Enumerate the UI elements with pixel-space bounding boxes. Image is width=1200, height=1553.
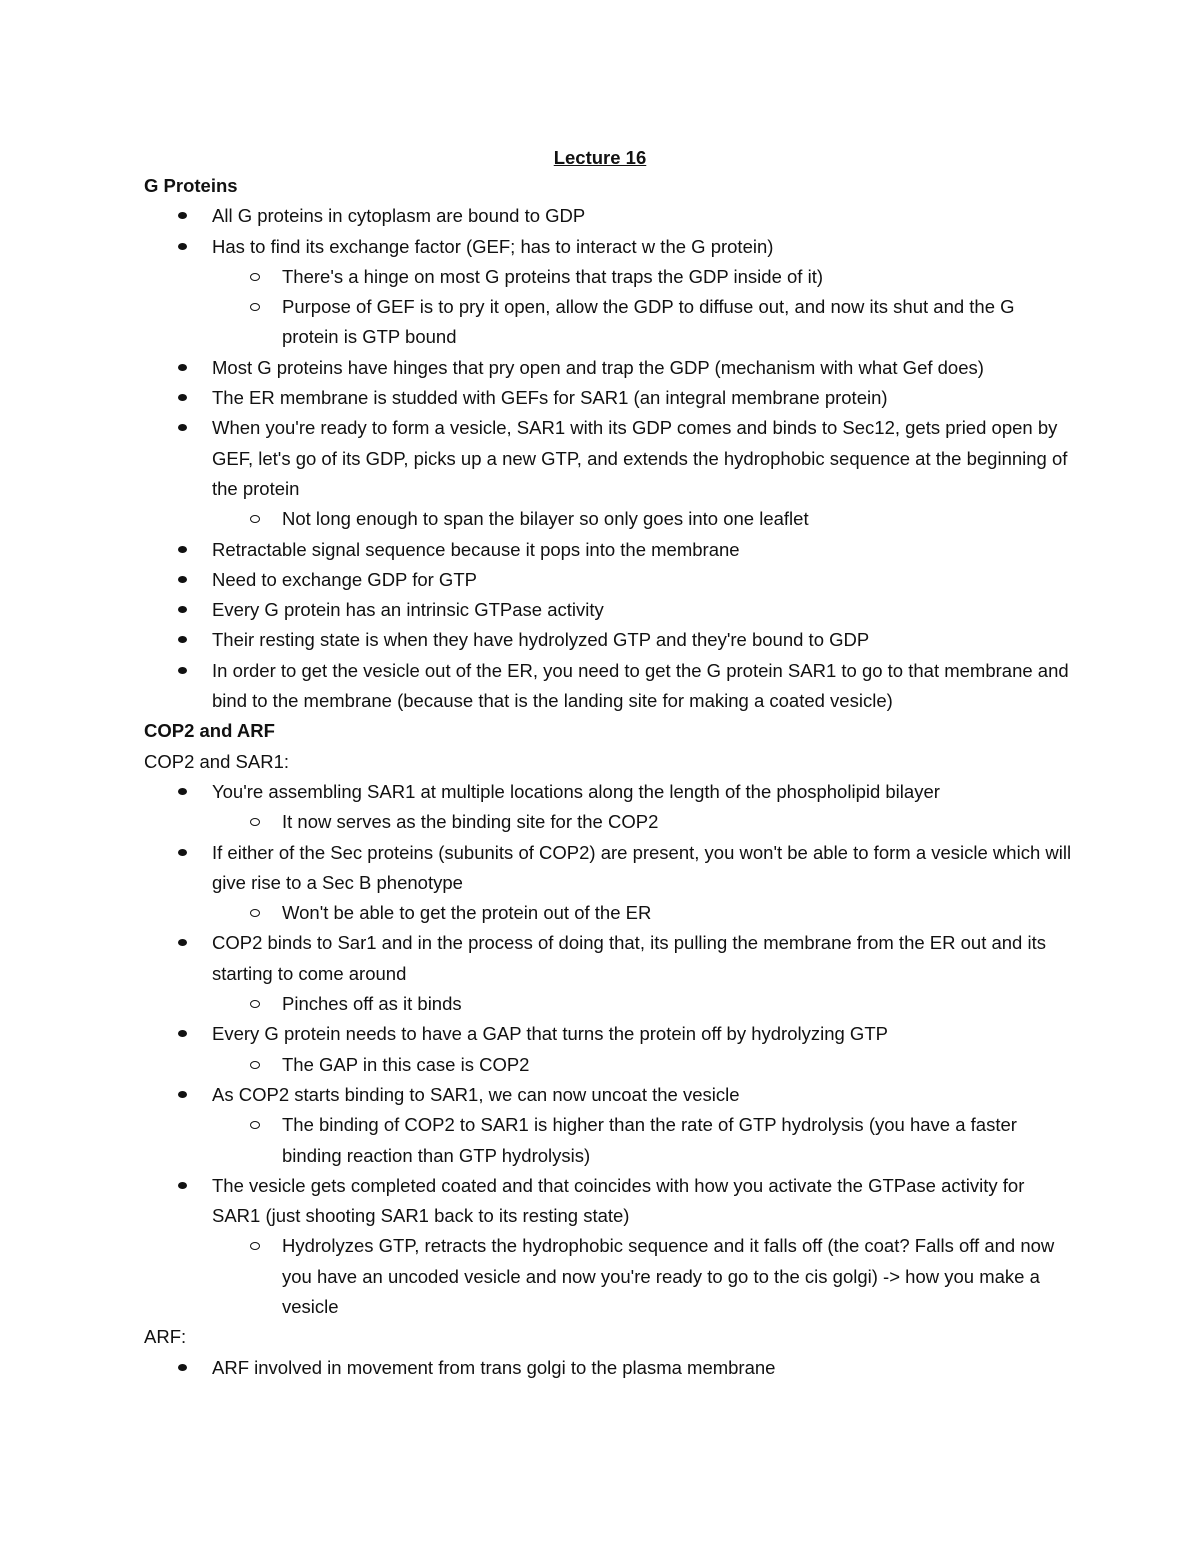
hollow-bullet-icon [250,303,260,311]
sub-bullet-item [144,807,1074,837]
bullet-text: In order to get the vesicle out of the ER, you need to get the G protein SAR1 to go to that membrane and bind to the membrane (because that is the landing site for making a coated vesicle) [212,659,1069,712]
bullet-text: Retractable signal sequence because it pops into the membrane [212,538,740,560]
filled-bullet-icon [178,849,187,856]
bullet-text: Purpose of GEF is to pry it open, allow the GDP to diffuse out, and now its shut and the G protein is GTP bound [282,296,1015,348]
hollow-bullet-icon [250,1000,260,1008]
bullet-text: You're assembling SAR1 at multiple locations along the length of the phospholipid bilayer [212,780,940,802]
bullet-item [144,535,1074,565]
sub-bullet-item [144,1231,1074,1322]
bullet-item [144,928,1074,989]
section-heading: COP2 and ARF [144,720,275,742]
bullet-item [144,656,1074,717]
filled-bullet-icon [178,546,187,553]
bullet-text: It now serves as the binding site for the COP2 [282,811,659,833]
bullet-item [144,413,1074,504]
bullet-text: Every G protein has an intrinsic GTPase activity [212,599,604,621]
section-heading: ARF: [144,1326,187,1348]
bullet-text: Pinches off as it binds [282,993,462,1015]
filled-bullet-icon [178,424,187,431]
bullet-item [144,383,1074,413]
section-heading: G Proteins [144,175,238,196]
bullet-text: The binding of COP2 to SAR1 is higher than the rate of GTP hydrolysis (you have a faster binding reaction than GTP hydrolysis) [282,1114,1017,1166]
bullet-text: The vesicle gets completed coated and that coincides with how you activate the GTPase activity for SAR1 (just shooting SAR1 back to its resting state) [212,1174,1025,1227]
bullet-item [144,1353,1074,1383]
bullet-text: All G proteins in cytoplasm are bound to GDP [212,205,586,227]
bullet-text: COP2 binds to Sar1 and in the process of doing that, its pulling the membrane from the ER out and its starting to come around [212,932,1046,984]
bullet-text: The GAP in this case is COP2 [282,1053,530,1075]
bullet-text: Has to find its exchange factor (GEF; has to interact w the G protein) [212,235,774,257]
hollow-bullet-icon [250,818,260,826]
filled-bullet-icon [178,243,187,250]
bullet-item [144,1019,1074,1049]
hollow-bullet-icon [250,273,260,281]
bullet-item [144,201,1074,231]
bullet-text: When you're ready to form a vesicle, SAR1 with its GDP comes and binds to Sec12, gets pried open by GEF, let's go of its GDP, picks up a new GTP, and extends the hydrophobic sequence at the beginning of the protein [212,417,1068,499]
bullet-item [144,1080,1074,1110]
filled-bullet-icon [178,788,187,795]
bullet-item [144,595,1074,625]
hollow-bullet-icon [250,1121,260,1129]
hollow-bullet-icon [250,909,260,917]
bullet-list [144,777,1074,1322]
bullet-item [144,1171,1074,1232]
filled-bullet-icon [178,1182,187,1189]
bullet-text: Their resting state is when they have hydrolyzed GTP and they're bound to GDP [212,629,870,651]
sub-bullet-item [144,262,1074,292]
bullet-text: The ER membrane is studded with GEFs for SAR1 (an integral membrane protein) [212,387,888,409]
bullet-text: As COP2 starts binding to SAR1, we can now uncoat the vesicle [212,1083,740,1105]
bullet-text: If either of the Sec proteins (subunits of COP2) are present, you won't be able to form a vesicle which will give rise to a Sec B phenotype [212,841,1072,893]
filled-bullet-icon [178,212,187,219]
bullet-text: ARF involved in movement from trans golgi to the plasma membrane [212,1356,776,1378]
sub-bullet-item [144,1050,1074,1080]
bullet-text: Most G proteins have hinges that pry open and trap the GDP (mechanism with what Gef does) [212,356,984,378]
bullet-text: Need to exchange GDP for GTP [212,568,477,590]
filled-bullet-icon [178,1091,187,1098]
bullet-item [144,232,1074,262]
sub-bullet-item [144,504,1074,534]
filled-bullet-icon [178,1364,187,1371]
hollow-bullet-icon [250,1061,260,1069]
bullet-text: Not long enough to span the bilayer so only goes into one leaflet [282,508,809,530]
bullet-text: Hydrolyzes GTP, retracts the hydrophobic sequence and it falls off (the coat? Falls off and now you have an uncoded vesicle and now you're ready to go to the cis golgi) -> how you make a vesicle [282,1235,1055,1317]
filled-bullet-icon [178,576,187,583]
section-heading: COP2 and SAR1: [144,750,289,772]
hollow-bullet-icon [250,515,260,523]
filled-bullet-icon [178,364,187,371]
bullet-item [144,353,1074,383]
sub-bullet-item [144,989,1074,1019]
sub-bullet-item [144,292,1074,353]
bullet-text: There's a hinge on most G proteins that traps the GDP inside of it) [282,265,823,287]
bullet-list [144,201,1074,716]
filled-bullet-icon [178,606,187,613]
page-title: Lecture 16 [553,147,647,168]
bullet-item [144,838,1074,899]
bullet-item [144,625,1074,655]
bullet-text: Every G protein needs to have a GAP that turns the protein off by hydrolyzing GTP [212,1023,888,1045]
filled-bullet-icon [178,1030,187,1037]
sub-bullet-item [144,898,1074,928]
filled-bullet-icon [178,939,187,946]
bullet-item [144,565,1074,595]
filled-bullet-icon [178,394,187,401]
filled-bullet-icon [178,667,187,674]
hollow-bullet-icon [250,1242,260,1250]
bullet-text: Won't be able to get the protein out of the ER [282,902,652,924]
document-body [144,171,1074,1383]
filled-bullet-icon [178,636,187,643]
sub-bullet-item [144,1110,1074,1171]
bullet-item [144,777,1074,807]
bullet-list [144,1353,1074,1383]
